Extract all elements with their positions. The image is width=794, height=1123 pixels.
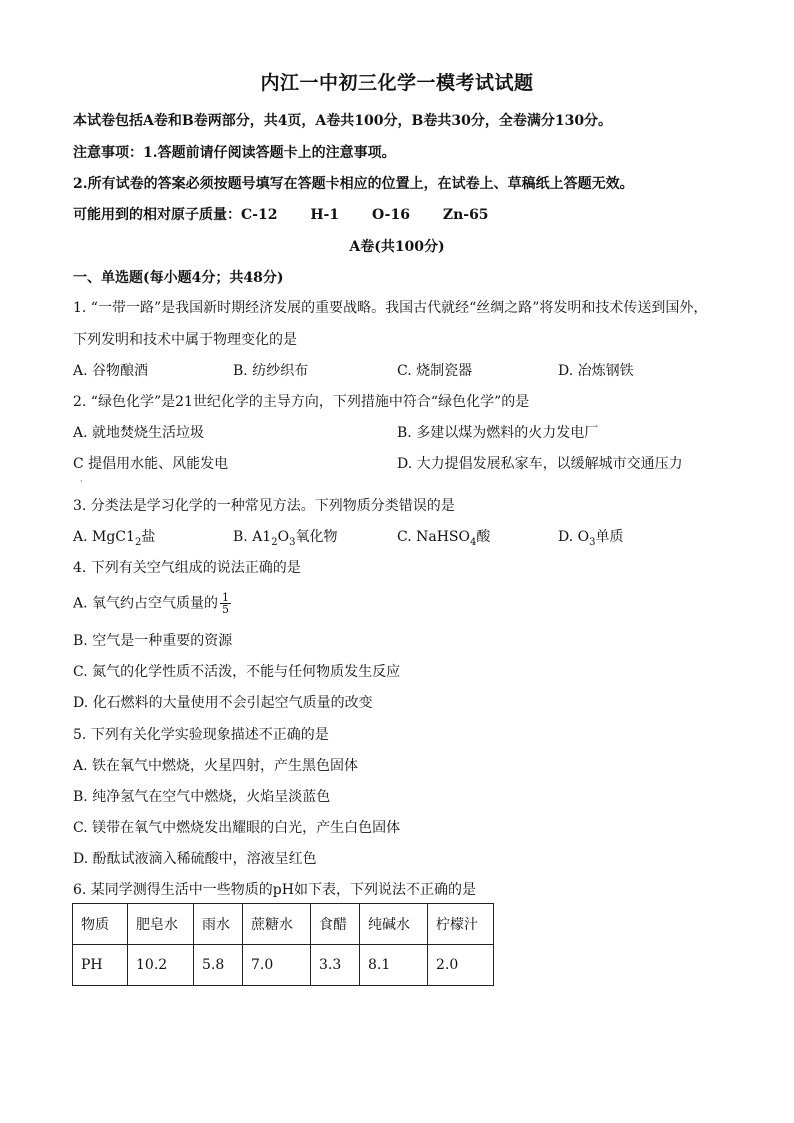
table-header-cell: 雨水 xyxy=(194,904,243,945)
q3-option-b: B. $A1_2O_3$氧化物 xyxy=(233,529,338,548)
q2-option-c: C 提倡用水能、风能发电 xyxy=(73,456,229,472)
intro-line-2: 注意事项：1.答题前请仔阅读答题卡上的注意事项。 xyxy=(73,145,396,161)
atomic-mass-h: H-1 xyxy=(310,207,340,223)
intro-line-3: 2.所有试卷的答案必须按题号填写在答题卡相应的位置上，在试卷上、草稿纸上答题无效。 xyxy=(73,176,634,192)
table-header-cell: 肥皂水 xyxy=(128,904,194,945)
q2-stem: 2. “绿色化学”是21世纪化学的主导方向，下列措施中符合“绿色化学”的是 xyxy=(73,394,530,410)
table-cell: 10.2 xyxy=(128,945,194,986)
table-cell: 5.8 xyxy=(194,945,243,986)
q2-option-d: D. 大力提倡发展私家车，以缓解城市交通压力 xyxy=(397,456,683,472)
fraction-one-fifth: $\frac{1}{5}$ xyxy=(222,591,230,616)
table-row xyxy=(73,945,494,986)
table-header-cell: 蔗糖水 xyxy=(243,904,311,945)
q4-option-d: D. 化石燃料的大量使用不会引起空气质量的改变 xyxy=(73,695,373,711)
q5-option-a: A. 铁在氧气中燃烧，火星四射，产生黑色固体 xyxy=(73,758,359,774)
table-cell: 8.1 xyxy=(360,945,428,986)
q2-option-a: A. 就地焚烧生活垃圾 xyxy=(73,425,205,441)
table-header-cell: 纯碱水 xyxy=(360,904,428,945)
table-header-cell: 食醋 xyxy=(311,904,360,945)
table-cell: 3.3 xyxy=(311,945,360,986)
q5-option-c: C. 镁带在氧气中燃烧发出耀眼的白光，产生白色固体 xyxy=(73,820,401,836)
q4-option-a: A. 氧气约占空气质量的 $\frac{1}{5}$ xyxy=(73,591,230,616)
page-title: 内江一中初三化学一模考试试题 xyxy=(260,72,534,94)
q3-stem: 3. 分类法是学习化学的一种常见方法。下列物质分类错误的是 xyxy=(73,498,455,514)
q4-stem: 4. 下列有关空气组成的说法正确的是 xyxy=(73,560,301,576)
q1-stem-line-2: 下列发明和技术中属于物理变化的是 xyxy=(73,332,297,348)
q1-option-c: C. 烧制瓷器 xyxy=(397,363,473,379)
table-cell: 2.0 xyxy=(428,945,494,986)
intro-line-1: 本试卷包括A卷和B卷两部分，共4页，A卷共100分，B卷共30分，全卷满分130分。 xyxy=(73,113,613,129)
q3-option-d: D. $O_3$单质 xyxy=(558,529,624,548)
q1-stem-line-1: 1. “一带一路”是我国新时期经济发展的重要战略。我国古代就经“丝绸之路”将发明和技术传送到国外， xyxy=(73,300,708,316)
table-header-cell: 柠檬汁 xyxy=(428,904,494,945)
part-1-title: 一、单选题(每小题4分；共48分) xyxy=(73,270,284,286)
ph-table xyxy=(72,903,494,986)
q5-option-d: D. 酚酞试液滴入稀硫酸中，溶液呈红色 xyxy=(73,851,317,867)
intro-line-4 xyxy=(73,204,489,224)
table-row xyxy=(73,904,494,945)
q5-stem: 5. 下列有关化学实验现象描述不正确的是 xyxy=(73,727,329,743)
atomic-mass-label: 可能用到的相对原子质量： xyxy=(73,207,241,223)
q6-stem: 6. 某同学测得生活中一些物质的pH如下表，下列说法不正确的是 xyxy=(73,882,476,898)
q3-option-c: C. NaHSO$_4$酸 xyxy=(397,529,491,548)
q1-option-a: A. 谷物酿酒 xyxy=(73,363,149,379)
q3-option-a: A. $MgC1_2$盐 xyxy=(73,529,156,548)
atomic-mass-c: C-12 xyxy=(241,207,278,223)
atomic-mass-zn: Zn-65 xyxy=(442,207,489,223)
stray-dot: · xyxy=(80,477,83,486)
q4-option-b: B. 空气是一种重要的资源 xyxy=(73,633,233,649)
table-header-cell: 物质 xyxy=(73,904,128,945)
q1-option-b: B. 纺纱织布 xyxy=(233,363,309,379)
q5-option-b: B. 纯净氢气在空气中燃烧，火焰呈淡蓝色 xyxy=(73,789,331,805)
q1-option-d: D. 冶炼钢铁 xyxy=(558,363,634,379)
table-cell: PH xyxy=(73,945,128,986)
table-cell: 7.0 xyxy=(243,945,311,986)
section-a-title: A卷(共100分) xyxy=(349,239,445,255)
atomic-mass-o: O-16 xyxy=(371,207,410,223)
q4-option-c: C. 氮气的化学性质不活泼，不能与任何物质发生反应 xyxy=(73,664,401,680)
q2-option-b: B. 多建以煤为燃料的火力发电厂 xyxy=(397,425,599,441)
